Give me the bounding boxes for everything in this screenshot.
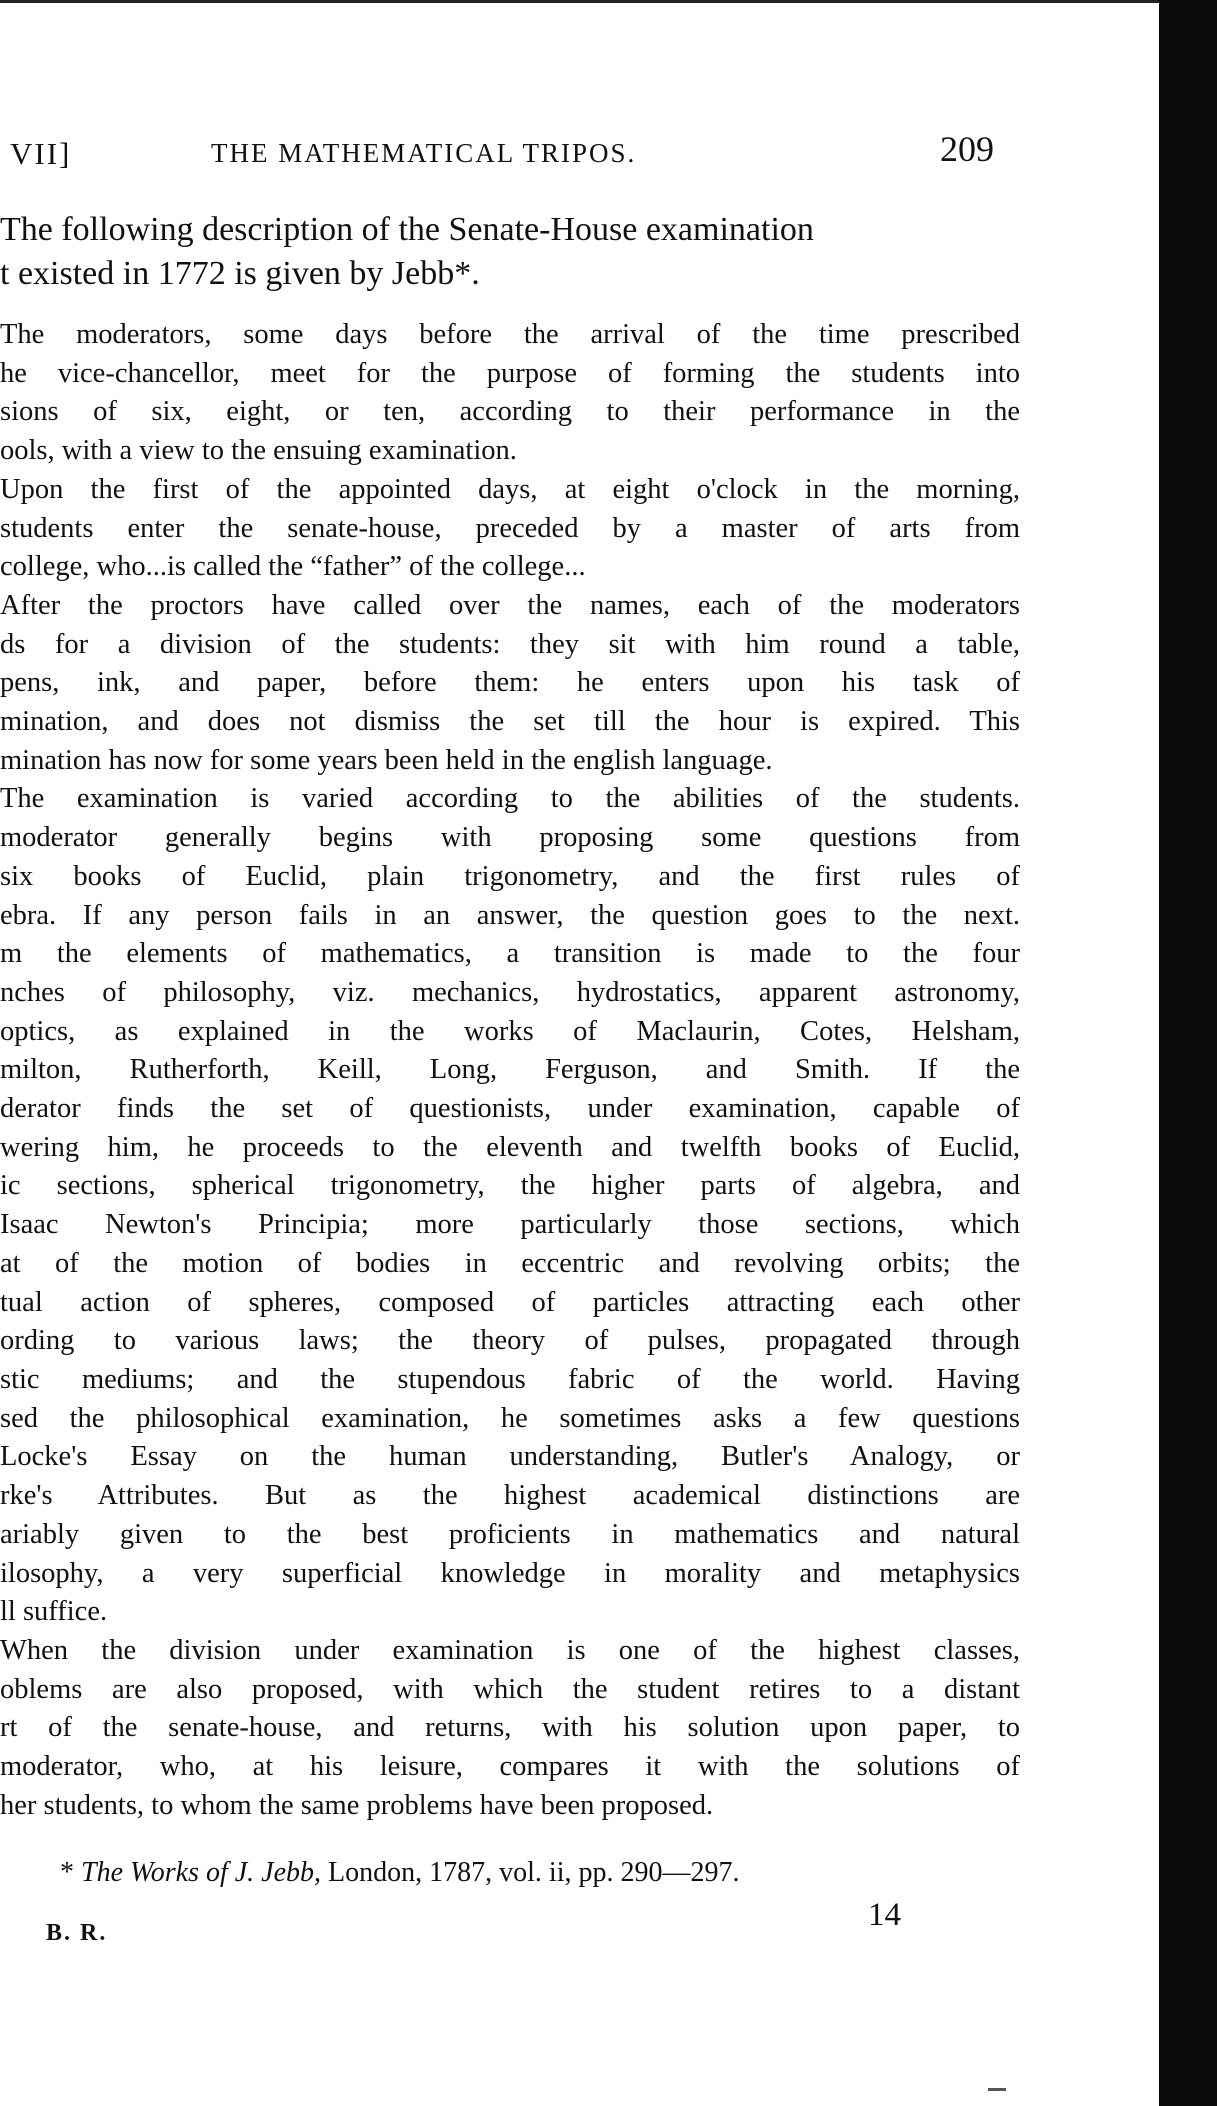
- quote-line: ariably given to the best proficients in mathematics and natural: [0, 1518, 1020, 1550]
- footnote-marker: *: [60, 1857, 74, 1888]
- intro-line: The following description of the Senate-House examination: [0, 211, 814, 248]
- quote-line: wering him, he proceeds to the eleventh and twelfth books of Euclid,: [0, 1131, 1020, 1163]
- quote-line: at of the motion of bodies in eccentric and revolving orbits; the: [0, 1247, 1020, 1279]
- quote-line: tual action of spheres, composed of particles attracting each other: [0, 1286, 1020, 1318]
- quote-line: ebra. If any person fails in an answer, the question goes to the next.: [0, 899, 1020, 931]
- quote-line: mination has now for some years been held in the english language.: [0, 744, 773, 776]
- quote-line: ools, with a view to the ensuing examination.: [0, 435, 517, 467]
- quote-line: nches of philosophy, viz. mechanics, hydrostatics, apparent astronomy,: [0, 976, 1020, 1008]
- quote-line: The moderators, some days before the arrival of the time prescribed: [0, 319, 1020, 350]
- intro-paragraph: [0, 208, 1000, 296]
- quote-line: When the division under examination is one of the highest classes,: [0, 1634, 1020, 1666]
- footnote-work-title: The Works of J. Jebb,: [81, 1857, 322, 1888]
- quote-line: ds for a division of the students: they sit with him round a table,: [0, 628, 1020, 660]
- intro-line: t existed in 1772 is given by Jebb*.: [0, 255, 480, 292]
- footnote: [60, 1857, 740, 1889]
- quote-line: moderator generally begins with proposing some questions from: [0, 822, 1020, 854]
- quote-line: six books of Euclid, plain trigonometry, and the first rules of: [0, 860, 1020, 892]
- quote-line: ording to various laws; the theory of pulses, propagated through: [0, 1325, 1020, 1357]
- quote-line: he vice-chancellor, meet for the purpose of forming the students into: [0, 357, 1020, 389]
- quote-line: m the elements of mathematics, a transition is made to the four: [0, 938, 1020, 970]
- quote-line: ilosophy, a very superficial knowledge in morality and metaphysics: [0, 1557, 1020, 1589]
- quote-line: her students, to whom the same problems have been proposed.: [0, 1789, 714, 1821]
- quote-line: derator finds the set of questionists, under examination, capable of: [0, 1093, 1020, 1125]
- running-header: [0, 128, 1159, 178]
- quote-line: ll suffice.: [0, 1596, 108, 1628]
- quote-line: sed the philosophical examination, he sometimes asks a few questions: [0, 1402, 1020, 1434]
- quoted-passage: [0, 316, 1020, 1825]
- quote-line: stic mediums; and the stupendous fabric of the world. Having: [0, 1363, 1020, 1395]
- quote-line: optics, as explained in the works of Maclaurin, Cotes, Helsham,: [0, 1015, 1020, 1047]
- quote-line: Upon the first of the appointed days, at eight o'clock in the morning,: [0, 473, 1020, 505]
- quote-line: sions of six, eight, or ten, according to their performance in the: [0, 396, 1020, 428]
- quote-line: After the proctors have called over the names, each of the moderators: [0, 589, 1020, 621]
- quote-line: mination, and does not dismiss the set till the hour is expired. This: [0, 706, 1020, 738]
- quote-line: The examination is varied according to the abilities of the students.: [0, 783, 1020, 815]
- scan-speck: [988, 2088, 1006, 2091]
- page-number: 209: [940, 129, 994, 169]
- chapter-label: VII]: [10, 136, 72, 171]
- quote-line: pens, ink, and paper, before them: he enters upon his task of: [0, 667, 1020, 699]
- quote-line: oblems are also proposed, with which the student retires to a distant: [0, 1673, 1020, 1705]
- quote-line: moderator, who, at his leisure, compares it with the solutions of: [0, 1751, 1020, 1783]
- page-binding-shadow: [1159, 0, 1217, 2106]
- quote-line: rt of the senate-house, and returns, with his solution upon paper, to: [0, 1712, 1020, 1744]
- quote-line: students enter the senate-house, preceded by a master of arts from: [0, 512, 1020, 544]
- quote-line: Locke's Essay on the human understanding, Butler's Analogy, or: [0, 1441, 1020, 1473]
- quote-line: milton, Rutherforth, Keill, Long, Ferguson, and Smith. If the: [0, 1054, 1020, 1086]
- running-title: THE MATHEMATICAL TRIPOS.: [211, 138, 637, 168]
- quote-line: rke's Attributes. But as the highest academical distinctions are: [0, 1480, 1020, 1512]
- quote-line: ic sections, spherical trigonometry, the higher parts of algebra, and: [0, 1170, 1020, 1202]
- signature-mark: B. R.: [46, 1920, 108, 1946]
- quote-line: college, who...is called the “father” of the college...: [0, 551, 586, 583]
- signature-number: 14: [868, 1897, 901, 1933]
- quote-line: Isaac Newton's Principia; more particularly those sections, which: [0, 1209, 1020, 1241]
- footnote-details: London, 1787, vol. ii, pp. 290—297.: [328, 1857, 740, 1888]
